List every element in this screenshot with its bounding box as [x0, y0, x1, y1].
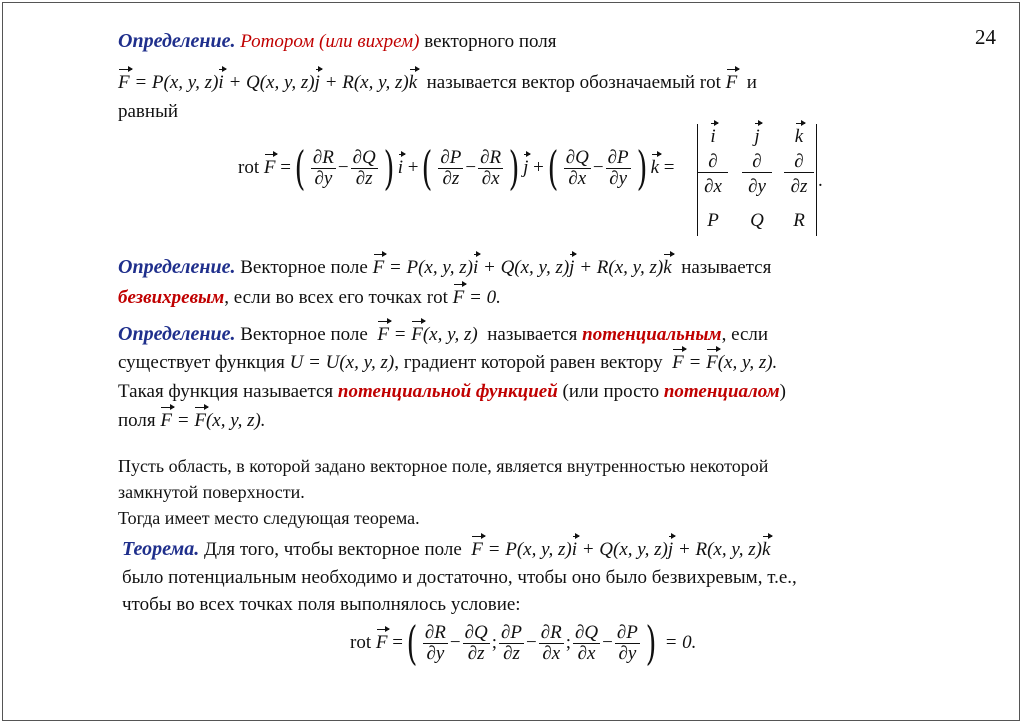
def3-text4: существует функция — [118, 352, 285, 373]
def1-term: Ротором (или вихрем) — [240, 31, 420, 52]
theorem-text1: Для того, чтобы векторное поле — [203, 539, 462, 560]
vec-i: i — [218, 72, 224, 93]
frac-dP-dy: $\frac{\partial P}{\partial y}$ — [607, 146, 629, 189]
def2-term: безвихревым — [118, 287, 225, 308]
def3-term3: потенциалом — [663, 381, 780, 402]
para-line2: замкнутой поверхности. — [118, 482, 305, 502]
def1-label: Определение. — [118, 30, 236, 52]
frac-dQ-dz: $\frac{\partial Q}{\partial z}$ — [352, 146, 376, 189]
def3-text2: называется — [487, 324, 578, 345]
def2-label: Определение. — [118, 256, 236, 278]
def1-text3: и — [746, 72, 757, 93]
def2-line2: безвихревым, если во всех его точках rot F = 0. — [118, 287, 501, 308]
para-line3: Тогда имеет место следующая теорема. — [118, 508, 420, 528]
vec-j: j — [314, 72, 320, 93]
def3-line4: поля F = F(x, y, z). — [118, 410, 266, 431]
vec-F: F — [263, 157, 276, 178]
def2-text1: Векторное поле — [240, 257, 368, 278]
def1-text1: векторного поля — [424, 31, 557, 52]
vec-j: j — [523, 157, 529, 178]
frac-dP-dz: $\frac{\partial P}{\partial z}$ — [440, 146, 462, 189]
def3-label: Определение. — [118, 323, 236, 345]
vec-F: F — [725, 72, 738, 93]
expr-r: + R(x, y, z) — [324, 72, 409, 93]
def2-text3: , если во всех его точках rot — [224, 287, 448, 308]
def1-line1 — [118, 30, 556, 53]
def1-text2: называется вектор обозначаемый rot — [426, 72, 721, 93]
def3-text3: , если — [721, 324, 769, 345]
def3-line2: существует функция U = U(x, y, z), градиент которой равен вектору F = F(x, y, z). — [118, 352, 778, 373]
expr-q: + Q(x, y, z) — [228, 72, 315, 93]
det-period: . — [818, 170, 823, 191]
expr-p: = P(x, y, z) — [134, 72, 219, 93]
theorem-label: Теорема. — [122, 538, 200, 560]
def1-line2 — [118, 72, 757, 94]
theorem-line2: было потенциальным необходимо и достаточно, чтобы оно было безвихревым, т.е., — [122, 567, 797, 588]
def3-text6: Такая функция называется — [118, 381, 334, 402]
def2-line1: Определение. Векторное поле F = P(x, y, z)i + Q(x, y, z)j + R(x, y, z)k называется — [118, 256, 772, 278]
rot-formula: rot F = ( $\frac{\partial R}{\partial y}$ − $\frac{\partial Q}{\partial z}$ ) i + ( $\frac{\partial P}{\partial z}$ − $\frac{\partial R}{\partial x}$ ) j + ( $\frac{\partial Q}{\partial x}$ − $\frac{\partial P}{\partial y}$ ) k = — [238, 141, 675, 195]
def3-text9: поля — [118, 410, 156, 431]
determinant: i j k ∂ ∂ ∂ ∂x ∂y ∂z P Q R — [697, 124, 817, 236]
eq-sign: = — [280, 157, 291, 178]
def3-text1: Векторное поле — [240, 324, 368, 345]
frac-dR-dy: $\frac{\partial R}{\partial y}$ — [312, 146, 334, 189]
u-func: U = U(x, y, z) — [289, 352, 395, 373]
def3-text5: , градиент которой равен вектору — [394, 352, 663, 373]
para-line1: Пусть область, в которой задано векторное поле, является внутренностью некоторой — [118, 456, 769, 476]
def3-term2: потенциальной функцией — [337, 381, 558, 402]
def3-line1: Определение. Векторное поле F = F(x, y, z) называется потенциальным, если — [118, 323, 769, 345]
theorem-line1: Теорема. Для того, чтобы векторное поле F = P(x, y, z)i + Q(x, y, z)j + R(x, y, z)k — [122, 538, 771, 560]
def1-line3: равный — [118, 101, 179, 122]
condition-formula: rot F = ( $\frac{\partial R}{\partial y}$ − $\frac{\partial Q}{\partial z}$ ; $\frac{\partial P}{\partial z}$ − $\frac{\partial R}{\partial x}$ ; $\frac{\partial Q}{\partial x}$ − $\frac{\partial P}{\partial y}$ ) = 0. — [350, 616, 697, 670]
vec-F: F — [118, 72, 130, 93]
def3-line3: Такая функция называется потенциальной функцией (или просто потенциалом) — [118, 381, 786, 402]
frac-dQ-dx: $\frac{\partial Q}{\partial x}$ — [565, 146, 589, 189]
theorem-line3: чтобы во всех точках поля выполнялось условие: — [122, 594, 521, 615]
vec-i: i — [397, 157, 403, 178]
def3-text7: (или просто — [562, 381, 660, 402]
def3-term1: потенциальным — [582, 324, 722, 345]
page-number: 24 — [975, 25, 996, 49]
rot-label: rot — [238, 157, 260, 178]
vec-k: k — [650, 157, 659, 178]
frac-dR-dx: $\frac{\partial R}{\partial x}$ — [480, 146, 502, 189]
vec-k: k — [408, 72, 418, 93]
def2-text2: называется — [681, 257, 772, 278]
